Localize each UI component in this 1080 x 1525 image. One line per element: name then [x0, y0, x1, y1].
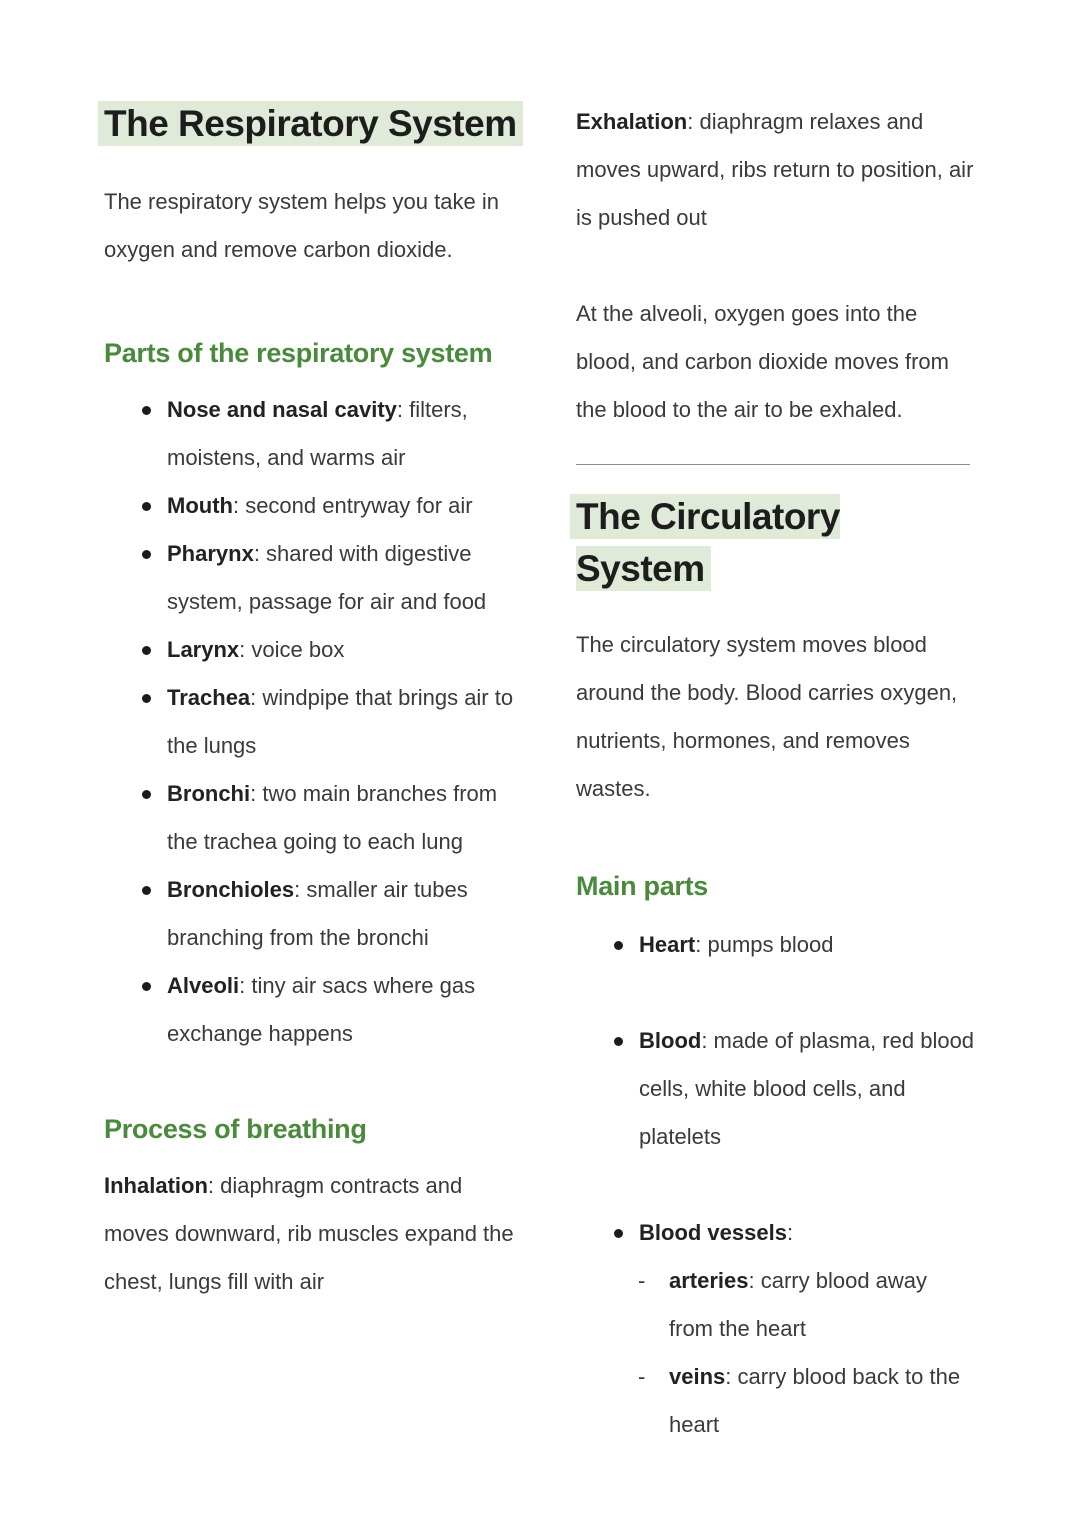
list-item-text: Blood vessels:: [639, 1220, 794, 1245]
list-item: [104, 866, 528, 962]
sublist-item: [576, 1257, 976, 1353]
list-item: [104, 626, 528, 674]
main-parts-heading: Main parts: [576, 871, 709, 901]
list-item: [576, 921, 976, 969]
bullet-icon: [142, 530, 167, 626]
list-item: [104, 530, 528, 626]
list-item-text: Pharynx: shared with digestive system, passage for air and food: [167, 541, 487, 614]
blood-vessels-sublist: [576, 1257, 976, 1449]
list-item: [104, 770, 528, 866]
list-item-text: Bronchioles: smaller air tubes branching from the bronchi: [167, 877, 468, 950]
sublist-item: [576, 1353, 976, 1449]
alveoli-paragraph: At the alveoli, oxygen goes into the blood, and carbon dioxide moves from the blood to the air to be exhaled.: [576, 301, 949, 422]
circulatory-title: [576, 491, 976, 595]
bullet-icon: [614, 1209, 639, 1257]
respiratory-parts-list: [104, 386, 528, 1058]
list-item-text: Bronchi: two main branches from the trachea going to each lung: [167, 781, 498, 854]
list-item-text: Nose and nasal cavity: filters, moistens, and warms air: [167, 397, 468, 470]
dash-icon: -: [638, 1268, 646, 1293]
section-divider: [576, 464, 970, 465]
list-item: [104, 482, 528, 530]
parts-heading: Parts of the respiratory system: [104, 338, 493, 368]
bullet-icon: [614, 1017, 639, 1161]
exhalation-paragraph: Exhalation: diaphragm relaxes and moves upward, ribs return to position, air is pushed out: [576, 109, 974, 230]
list-item: [104, 674, 528, 770]
right-column: [576, 98, 976, 1449]
bullet-icon: [142, 866, 167, 962]
bullet-icon: [142, 674, 167, 770]
respiratory-title-highlight: The Respiratory System: [98, 101, 523, 146]
list-item-text: Heart: pumps blood: [639, 932, 834, 957]
sublist-item-text: arteries: carry blood away from the heart: [669, 1268, 928, 1341]
inhalation-paragraph: Inhalation: diaphragm contracts and moves downward, rib muscles expand the chest, lungs fill with air: [104, 1173, 514, 1294]
sublist-item-text: veins: carry blood back to the heart: [669, 1364, 961, 1437]
list-item-text: Blood: made of plasma, red blood cells, white blood cells, and platelets: [639, 1028, 975, 1149]
bullet-icon: [614, 921, 639, 969]
bullet-icon: [142, 482, 167, 530]
list-item-text: Larynx: voice box: [167, 637, 345, 662]
list-item: [576, 1017, 976, 1161]
list-item-text: Alveoli: tiny air sacs where gas exchange happens: [167, 973, 476, 1046]
circulatory-title-highlight: The Circulatory System: [570, 494, 840, 591]
left-column: [104, 98, 528, 1449]
bullet-icon: [142, 626, 167, 674]
bullet-icon: [142, 962, 167, 1058]
circulatory-intro: The circulatory system moves blood around the body. Blood carries oxygen, nutrients, hormones, and removes wastes.: [576, 632, 958, 801]
circulatory-parts-list: [576, 921, 976, 1257]
respiratory-title: [104, 98, 528, 150]
bullet-icon: [142, 770, 167, 866]
dash-icon: -: [638, 1364, 646, 1389]
bullet-icon: [142, 386, 167, 482]
respiratory-intro: The respiratory system helps you take in oxygen and remove carbon dioxide.: [104, 189, 499, 262]
list-item-text: Trachea: windpipe that brings air to the lungs: [167, 685, 514, 758]
breathing-heading: Process of breathing: [104, 1114, 367, 1144]
list-item: [104, 386, 528, 482]
list-item: [104, 962, 528, 1058]
list-item: [576, 1209, 976, 1257]
list-item-text: Mouth: second entryway for air: [167, 493, 473, 518]
